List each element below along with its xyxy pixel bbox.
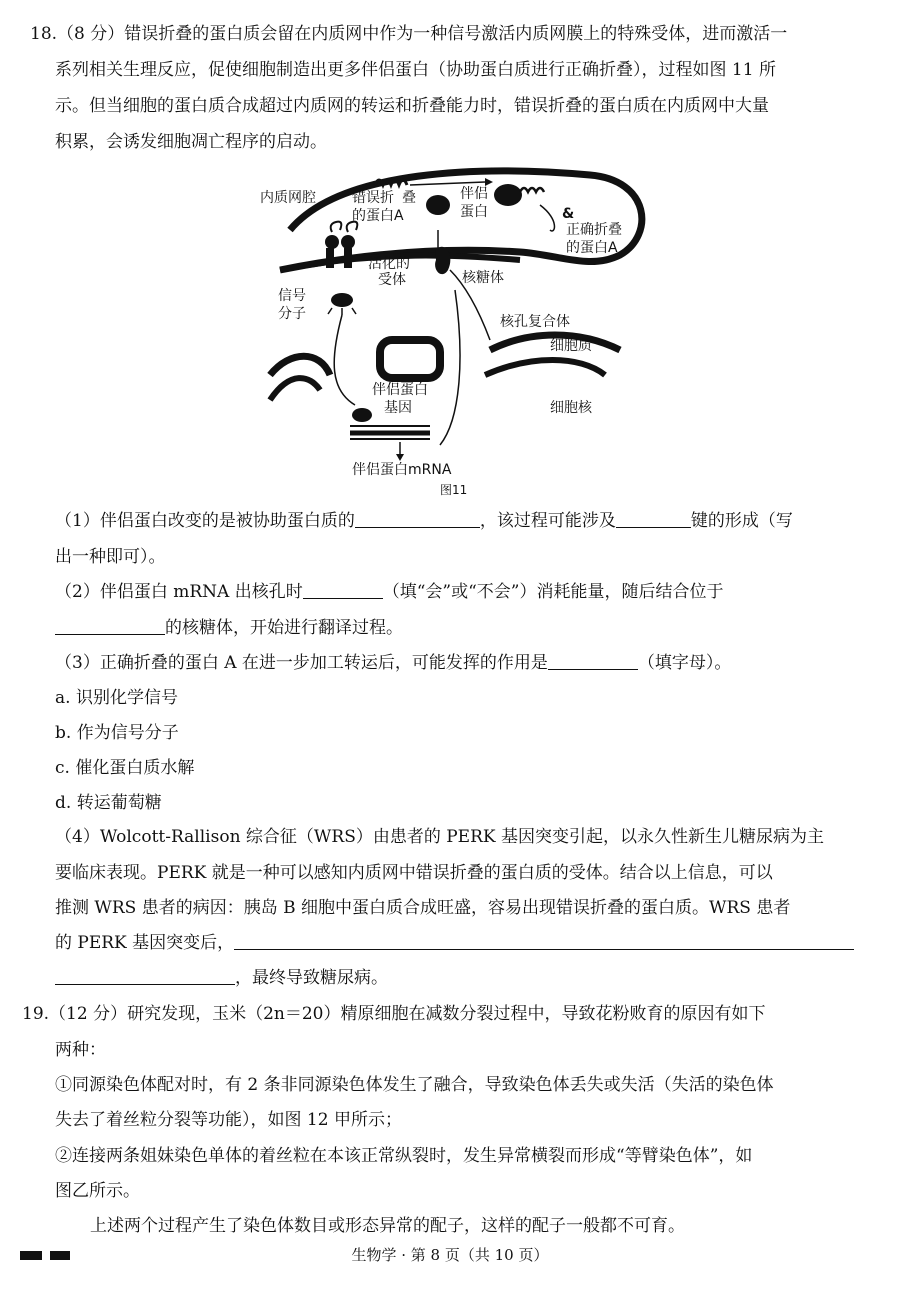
q18-sub3-line (55, 649, 731, 677)
q18-line-2: 系列相关生理反应，促使细胞制造出更多伴侣蛋白（协助蛋白质进行正确折叠），过程如图 11 所 (55, 60, 776, 80)
answer-blank-4a[interactable] (234, 931, 854, 950)
answer-blank-1b[interactable] (616, 509, 691, 528)
gene-promoter-blob (352, 408, 372, 422)
figure-11-diagram (260, 160, 660, 500)
label-chaperone-2: 蛋白 (460, 204, 488, 220)
label-er-lumen: 内质网腔 (260, 190, 316, 206)
figure-caption: 图11 (440, 483, 468, 497)
q18-sub1-text-b: ，该过程可能涉及 (479, 511, 616, 531)
q18-sub4-line-5 (55, 964, 388, 992)
label-activated-2: 受体 (378, 272, 406, 288)
footer-page-number: 生物学 · 第 8 页（共 10 页） (351, 1246, 549, 1264)
answer-blank-2b[interactable] (55, 616, 165, 635)
q19-line-4: 失去了着丝粒分裂等功能），如图 12 甲所示； (55, 1110, 402, 1130)
signal-molecule-icon (331, 293, 353, 307)
chaperone-blob-2 (494, 184, 522, 206)
label-correct-1: 正确折叠 (566, 222, 622, 238)
q19-line-5: ②连接两条姐妹染色单体的着丝粒在本该正常纵裂时，发生异常横裂而形成“等臂染色体”，如 (55, 1146, 753, 1166)
q19-line-6: 图乙所示。 (55, 1181, 140, 1201)
answer-blank-4b[interactable] (55, 966, 235, 985)
q18-sub1-line-2: 出一种即可）。 (55, 547, 166, 567)
q18-sub4-text: 的 PERK 基因突变后， (55, 933, 235, 953)
q18-sub4-line-3: 推测 WRS 患者的病因：胰岛 B 细胞中蛋白质合成旺盛，容易出现错误折叠的蛋白质。WRS 患者 (55, 898, 791, 918)
label-misfolded-3: 的蛋白A (352, 208, 404, 224)
label-activated-1: 活化的 (368, 256, 410, 272)
label-nuclear-pore: 核孔复合体 (500, 314, 570, 330)
page-footer (0, 1237, 900, 1277)
label-signal-2: 分子 (278, 306, 306, 322)
q18-line-1: 18.（8 分）错误折叠的蛋白质会留在内质网中作为一种信号激活内质网膜上的特殊受体，进而激活一 (30, 24, 788, 44)
answer-blank-3[interactable] (548, 651, 638, 670)
q18-sub1-text-a: （1）伴侣蛋白改变的是被协助蛋白质的 (55, 511, 355, 531)
label-chaperone-1: 伴侣 (460, 186, 488, 202)
q18-sub1-text-c: 键的形成（写 (690, 511, 793, 531)
option-d: d. 转运葡萄糖 (55, 793, 162, 813)
label-signal-1: 信号 (278, 288, 306, 304)
q19-line-7: 上述两个过程产生了染色体数目或形态异常的配子，这样的配子一般都不可育。 (90, 1216, 685, 1236)
q18-sub1-line-1 (55, 507, 793, 535)
q19-line-3: ①同源染色体配对时，有 2 条非同源染色体发生了融合，导致染色体丢失或失活（失活的染色体 (55, 1075, 774, 1095)
q18-sub4-line-2: 要临床表现。PERK 就是一种可以感知内质网中错误折叠的蛋白质的受体。结合以上信息，可以 (55, 863, 773, 883)
q18-sub4-line-1: （4）Wolcott-Rallison 综合征（WRS）由患者的 PERK 基因突变引起，以永久性新生儿糖尿病为主 (55, 827, 824, 847)
q18-sub2-line-2 (55, 614, 403, 642)
label-mrna: 伴侣蛋白mRNA (352, 462, 452, 478)
q19-line-1: 19.（12 分）研究发现，玉米（2n＝20）精原细胞在减数分裂过程中，导致花粉败育的原因有如下 (22, 1004, 766, 1024)
option-a: a. 识别化学信号 (55, 688, 178, 708)
q19-line-2: 两种： (55, 1040, 106, 1060)
q18-sub3-text-b: （填字母）。 (637, 653, 732, 673)
q18-sub2-text-b: （填“会”或“不会”）消耗能量，随后结合位于 (382, 582, 724, 602)
q18-line-3: 示。但当细胞的蛋白质合成超过内质网的转运和折叠能力时，错误折叠的蛋白质在内质网中大量 (55, 96, 769, 116)
arrow-signal-to-gene (334, 315, 355, 405)
q18-line-4: 积累，会诱发细胞凋亡程序的启动。 (55, 132, 327, 152)
q18-sub2-line-1 (55, 578, 723, 606)
nuclear-pore-complex-center (380, 340, 440, 378)
arrow-misfolded-to-chaperone (410, 182, 485, 185)
q18-sub4-text-end: ，最终导致糖尿病。 (235, 968, 388, 988)
option-c: c. 催化蛋白质水解 (55, 758, 195, 778)
figure-11 (260, 160, 660, 500)
option-b: b. 作为信号分子 (55, 723, 179, 743)
label-gene-1: 伴侣蛋白 (372, 382, 428, 398)
chaperone-blob-1 (426, 195, 450, 215)
q18-sub3-text-a: （3）正确折叠的蛋白 A 在进一步加工转运后，可能发挥的作用是 (55, 653, 548, 673)
label-gene-2: 基因 (384, 400, 412, 416)
answer-blank-2a[interactable] (303, 580, 383, 599)
svg-text:&: & (562, 206, 575, 222)
label-nucleus: 细胞核 (550, 400, 592, 416)
q18-sub2-text-c: 的核糖体，开始进行翻译过程。 (165, 618, 403, 638)
nuclear-envelope-left (270, 356, 330, 375)
label-misfolded-1: 错误折 (352, 190, 394, 206)
ribosome-icon (435, 230, 450, 274)
answer-blank-1a[interactable] (355, 509, 480, 528)
label-ribosome: 核糖体 (462, 270, 504, 286)
q18-sub2-text-a: （2）伴侣蛋白 mRNA 出核孔时 (55, 582, 303, 602)
label-correct-2: 的蛋白A (566, 240, 618, 256)
label-cytoplasm: 细胞质 (550, 338, 592, 354)
q18-sub4-line-4 (55, 929, 854, 957)
label-misfolded-2: 叠 (402, 190, 416, 206)
